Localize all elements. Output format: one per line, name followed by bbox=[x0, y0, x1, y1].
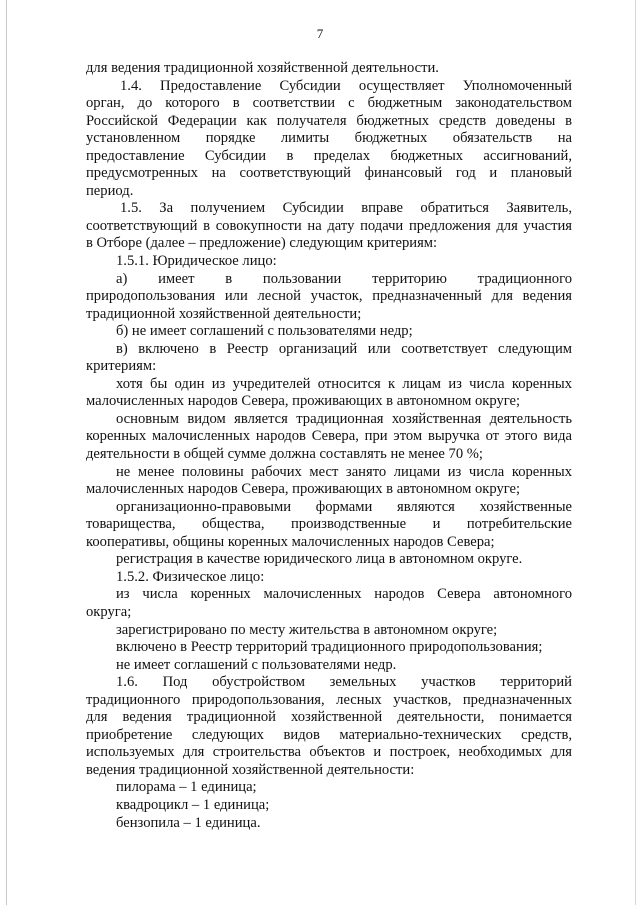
text-line: деятельности в общей сумме должна составлять не менее 70 %; bbox=[86, 446, 483, 463]
text-line: пилорама – 1 единица; bbox=[116, 779, 257, 796]
text-line: кооперативы, общины коренных малочисленных народов Севера; bbox=[86, 533, 495, 550]
text-line: период. bbox=[86, 182, 134, 199]
page-number: 7 bbox=[316, 26, 324, 41]
text-line: Российской Федерации как получателя бюджетных средств доведены в bbox=[86, 112, 572, 129]
document-body bbox=[86, 60, 572, 832]
text-line: бензопила – 1 единица. bbox=[116, 814, 261, 831]
text-line: 1.5.2. Физическое лицо: bbox=[116, 568, 265, 585]
text-line: малочисленных народов Севера, проживающих в автономном округе; bbox=[86, 393, 521, 410]
text-line: ведения традиционной хозяйственной деятельности: bbox=[86, 761, 415, 778]
text-line: предоставление Субсидии в пределах бюджетных ассигнований, bbox=[86, 147, 572, 164]
text-line: установленном порядке лимиты бюджетных обязательств на bbox=[86, 130, 572, 147]
text-line: б) не имеет соглашений с пользователями недр; bbox=[116, 323, 413, 340]
text-line: не имеет соглашений с пользователями недр. bbox=[116, 656, 397, 673]
text-line: из числа коренных малочисленных народов Севера автономного bbox=[116, 586, 572, 603]
text-line: 1.6. Под обустройством земельных участков территорий bbox=[116, 674, 572, 691]
text-line: а) имеет в пользовании территорию традиционного bbox=[116, 270, 572, 287]
text-line: для ведения традиционной хозяйственной деятельности, понимается bbox=[86, 709, 572, 726]
text-line: зарегистрировано по месту жительства в автономном округе; bbox=[116, 621, 498, 638]
text-line: 1.4. Предоставление Субсидии осуществляет Уполномоченный bbox=[120, 77, 572, 94]
text-line: в) включено в Реестр организаций или соответствует следующим bbox=[116, 340, 572, 357]
text-line: предусмотренных на соответствующий финансовый год и плановый bbox=[86, 165, 572, 182]
text-line: квадроцикл – 1 единица; bbox=[116, 796, 270, 813]
text-line: используемых для строительства объектов и построек, необходимых для bbox=[86, 744, 572, 761]
text-line: критериям: bbox=[86, 358, 157, 375]
page-edge-left bbox=[6, 0, 7, 905]
text-line: 1.5.1. Юридическое лицо: bbox=[116, 253, 277, 270]
text-line: природопользования или лесной участок, предназначенный для ведения bbox=[86, 288, 572, 305]
text-line: хотя бы один из учредителей относится к лицам из числа коренных bbox=[116, 375, 572, 392]
text-line: традиционного природопользования, лесных участков, предназначенных bbox=[86, 691, 572, 708]
text-line: товарищества, общества, производственные и потребительские bbox=[86, 516, 572, 533]
text-line: малочисленных народов Севера, проживающих в автономном округе; bbox=[86, 481, 521, 498]
text-line: округа; bbox=[86, 603, 132, 620]
text-line: в Отборе (далее – предложение) следующим критериям: bbox=[86, 235, 438, 252]
text-line: не менее половины рабочих мест занято лицами из числа коренных bbox=[116, 463, 572, 480]
text-line: 1.5. За получением Субсидии вправе обратиться Заявитель, bbox=[120, 200, 572, 217]
text-line: организационно-правовыми формами являются хозяйственные bbox=[116, 498, 572, 515]
text-line: для ведения традиционной хозяйственной деятельности. bbox=[86, 60, 439, 76]
text-line: традиционной хозяйственной деятельности; bbox=[86, 305, 362, 322]
text-line: орган, до которого в соответствии с бюджетным законодательством bbox=[86, 95, 572, 112]
page-edge-right bbox=[635, 0, 636, 905]
text-line: регистрация в качестве юридического лица в автономном округе. bbox=[116, 551, 523, 568]
text-line: основным видом является традиционная хозяйственная деятельность bbox=[116, 410, 572, 427]
text-line: приобретение следующих видов материально-технических средств, bbox=[86, 726, 572, 743]
text-line: соответствующий в совокупности на дату подачи предложения для участия bbox=[86, 217, 572, 234]
text-line: включено в Реестр территорий традиционного природопользования; bbox=[116, 639, 543, 656]
text-line: коренных малочисленных народов Севера, при этом выручка от этого вида bbox=[86, 428, 572, 445]
